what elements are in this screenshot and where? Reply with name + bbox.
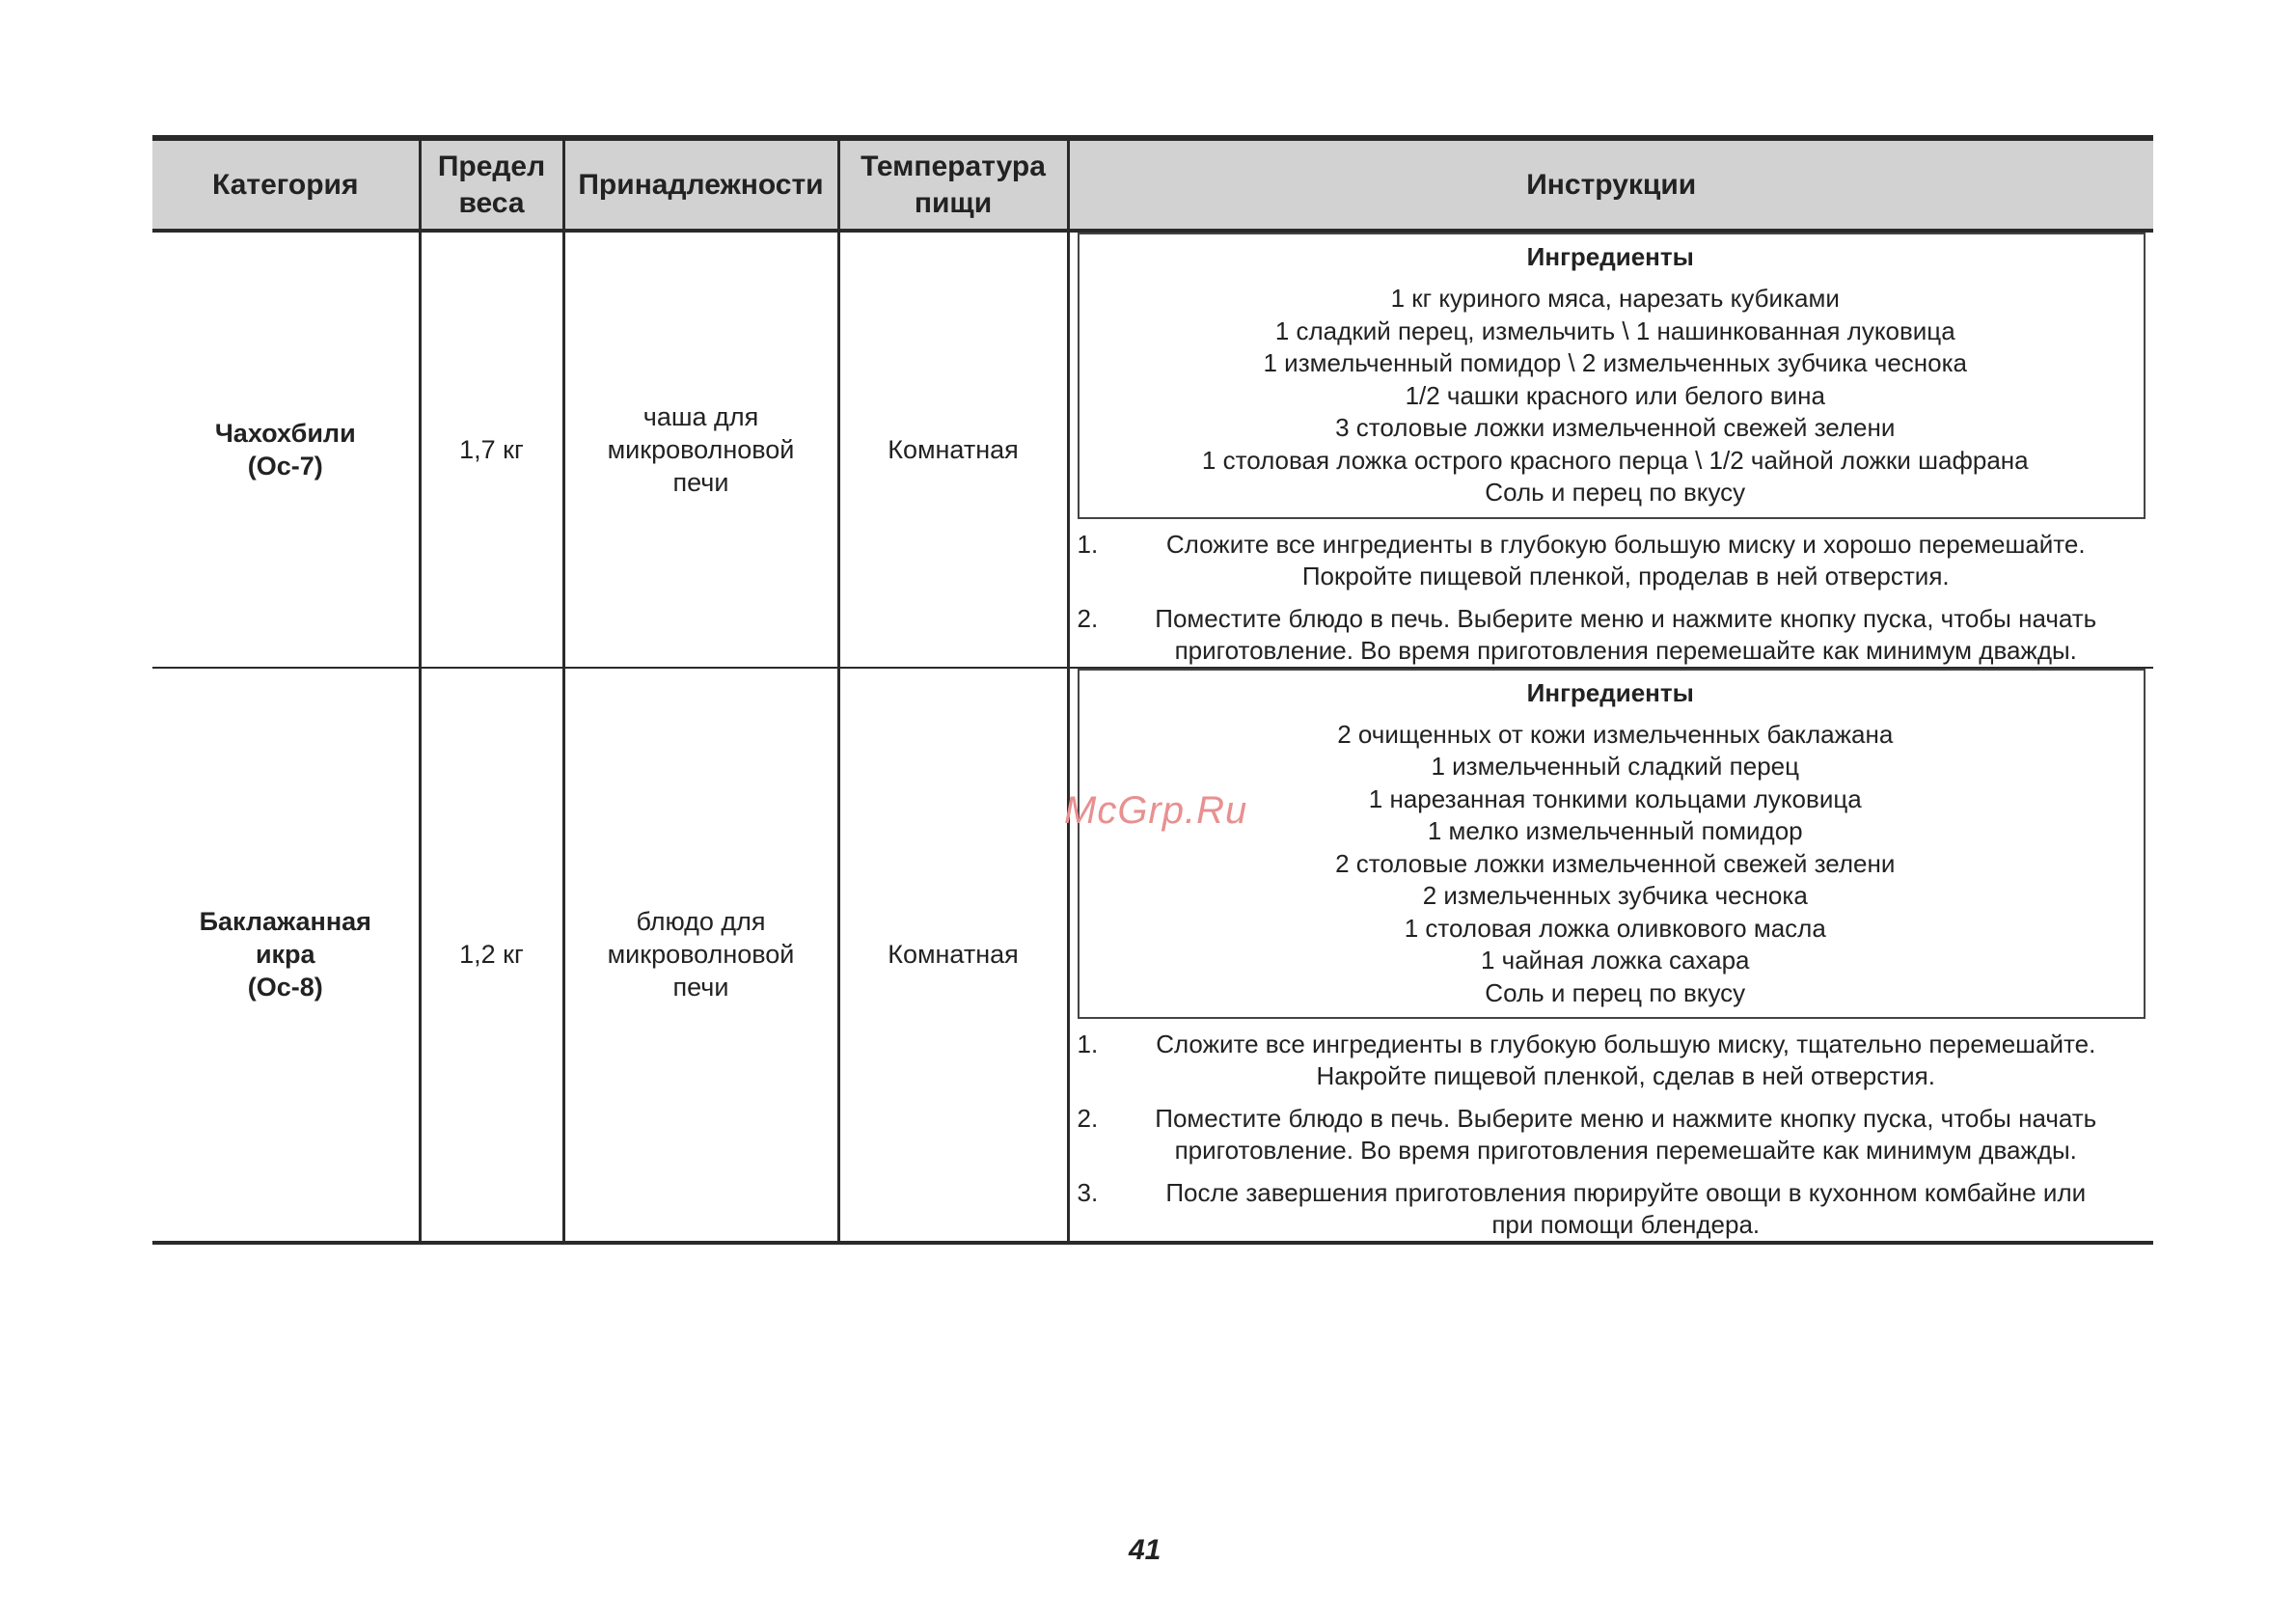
header-instructions-label: Инструкции bbox=[1526, 168, 1697, 201]
step-text: Поместите блюдо в печь. Выберите меню и нажмите кнопку пуска, чтобы начать bbox=[1155, 1104, 2097, 1133]
step-text: при помощи блендера. bbox=[1491, 1210, 1761, 1239]
cell-temperature bbox=[838, 231, 1068, 668]
step-text: приготовление. Во время приготовления перемешайте как минимум дважды. bbox=[1174, 635, 2077, 665]
table-row bbox=[152, 231, 2153, 668]
cell-accessories bbox=[563, 231, 838, 668]
step-item bbox=[1078, 603, 2146, 667]
accessory-line: микроволновой bbox=[607, 434, 795, 464]
step-text: Покройте пищевой пленкой, проделав в ней отверстия. bbox=[1301, 561, 1950, 590]
accessory-line: печи bbox=[672, 467, 729, 497]
steps-list bbox=[1078, 529, 2146, 667]
ingredient-item: 1 столовая ложка оливкового масла bbox=[1404, 913, 1826, 943]
step-item bbox=[1078, 1029, 2146, 1092]
category-code: (Ос-8) bbox=[247, 973, 323, 1002]
ingredient-item: Соль и перец по вкусу bbox=[1485, 478, 1746, 507]
step-text: Сложите все ингредиенты в глубокую большую миску и хорошо перемешайте. bbox=[1165, 529, 2086, 559]
category-code: (Ос-7) bbox=[247, 451, 323, 481]
recipe-table bbox=[152, 135, 2153, 1245]
header-category bbox=[152, 138, 420, 231]
watermark: McGrp.Ru bbox=[1064, 789, 1248, 832]
cell-category bbox=[152, 668, 420, 1244]
step-text: Поместите блюдо в печь. Выберите меню и нажмите кнопку пуска, чтобы начать bbox=[1155, 603, 2097, 633]
ingredient-item: 1 сладкий перец, измельчить \ 1 нашинкованная луковица bbox=[1274, 316, 1955, 345]
category-name: Баклажанная икра bbox=[199, 907, 371, 970]
ingredient-item: 1/2 чашки красного или белого вина bbox=[1405, 380, 1825, 410]
ingredient-item: 3 столовые ложки измельченной свежей зелени bbox=[1335, 413, 1896, 442]
weight-value: 1,7 кг bbox=[459, 434, 524, 464]
temperature-value: Комнатная bbox=[888, 434, 1019, 464]
page-number: 41 bbox=[1129, 1534, 1162, 1566]
step-text: Накройте пищевой пленкой, сделав в ней отверстия. bbox=[1316, 1061, 1935, 1090]
ingredient-item: 1 измельченный сладкий перец bbox=[1431, 752, 1800, 781]
ingredient-item: 1 нарезанная тонкими кольцами луковица bbox=[1368, 783, 1862, 813]
accessory-line: блюдо для bbox=[636, 907, 766, 937]
ingredients-box bbox=[1078, 669, 2146, 1020]
ingredient-item: 1 кг куриного мяса, нарезать кубиками bbox=[1390, 284, 1840, 313]
accessory-line: микроволновой bbox=[607, 940, 795, 970]
step-text: приготовление. Во время приготовления перемешайте как минимум дважды. bbox=[1174, 1136, 2077, 1165]
header-temperature bbox=[838, 138, 1068, 231]
step-text: После завершения приготовления пюрируйте овощи в кухонном комбайне или bbox=[1165, 1178, 2087, 1207]
ingredient-item: 2 столовые ложки измельченной свежей зелени bbox=[1335, 848, 1896, 878]
step-number: 3. bbox=[1077, 1178, 1099, 1207]
header-weight bbox=[420, 138, 563, 231]
step-number: 2. bbox=[1077, 603, 1099, 633]
cell-accessories bbox=[563, 668, 838, 1244]
category-name: Чахохбили bbox=[214, 418, 356, 448]
step-number: 2. bbox=[1077, 1104, 1099, 1133]
ingredient-item: Соль и перец по вкусу bbox=[1485, 977, 1746, 1007]
header-row bbox=[152, 138, 2153, 231]
ingredients-title: Ингредиенты bbox=[1526, 242, 1694, 271]
header-weight-line-1: Предел bbox=[437, 150, 546, 182]
step-item bbox=[1078, 1103, 2146, 1167]
table-header bbox=[152, 138, 2153, 231]
accessory-line: печи bbox=[672, 973, 729, 1002]
cell-instructions bbox=[1068, 668, 2153, 1244]
cell-weight bbox=[420, 668, 563, 1244]
ingredient-item: 1 мелко измельченный помидор bbox=[1427, 816, 1803, 845]
step-number: 1. bbox=[1077, 1030, 1099, 1058]
ingredient-item: 1 чайная ложка сахара bbox=[1480, 946, 1750, 975]
header-category-label: Категория bbox=[212, 168, 359, 201]
ingredient-item: 1 столовая ложка острого красного перца \ 1/2 чайной ложки шафрана bbox=[1201, 445, 2029, 475]
cell-temperature bbox=[838, 668, 1068, 1244]
accessory-line: чаша для bbox=[642, 401, 759, 431]
header-temperature-line-2: пищи bbox=[914, 186, 993, 219]
ingredient-item: 2 измельченных зубчика чеснока bbox=[1422, 881, 1808, 910]
cell-instructions bbox=[1068, 231, 2153, 668]
steps-list bbox=[1078, 1029, 2146, 1241]
step-item bbox=[1078, 1177, 2146, 1241]
weight-value: 1,2 кг bbox=[459, 940, 524, 970]
header-temperature-line-1: Температура bbox=[861, 150, 1046, 182]
step-item bbox=[1078, 529, 2146, 592]
header-instructions bbox=[1068, 138, 2153, 231]
header-accessories-label: Принадлежности bbox=[578, 168, 824, 201]
table-row bbox=[152, 668, 2153, 1244]
step-text: Сложите все ингредиенты в глубокую большую миску, тщательно перемешайте. bbox=[1156, 1030, 2096, 1058]
cell-weight bbox=[420, 231, 563, 668]
ingredient-item: 2 очищенных от кожи измельченных баклажана bbox=[1337, 719, 1894, 749]
cell-category bbox=[152, 231, 420, 668]
temperature-value: Комнатная bbox=[888, 940, 1019, 970]
ingredients-box bbox=[1078, 233, 2146, 519]
step-number: 1. bbox=[1077, 529, 1099, 559]
header-weight-line-2: веса bbox=[458, 186, 525, 219]
ingredients-title: Ингредиенты bbox=[1526, 677, 1694, 707]
ingredient-item: 1 измельченный помидор \ 2 измельченных зубчика чеснока bbox=[1263, 348, 1968, 377]
header-accessories bbox=[563, 138, 838, 231]
